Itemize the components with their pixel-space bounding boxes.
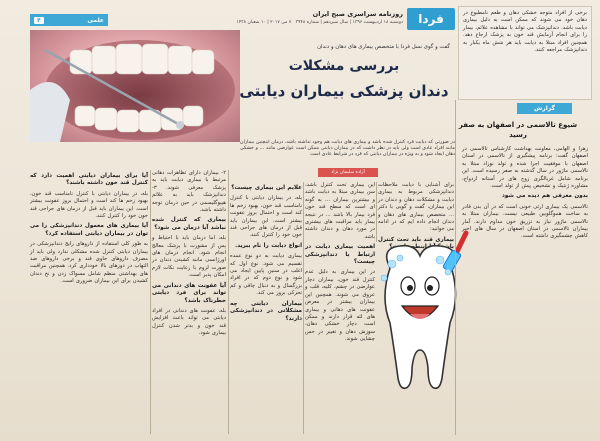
column-1-body-cont: در این بیماری به دلیل عدم کنترل قند خون، بیماران دچار عوارضی در چشم، کلیه، قلب و عروق می شوند. همچنین این بیماران بیشتر در معرض عفونت های دهانی و بیماری های لثه قرار دارند و ممکن است دچار خشکی دهان، سوزش دهان و تغییر در حس چشایی شوند. bbox=[305, 269, 375, 343]
report-body-text-2: تالاسمی یک بیماری ارثی خونی است که در آن بدن قادر به ساخت هموگلوبین طبیعی نیست. بیماران مبتلا به تالاسمی ماژور نیاز به تزریق خون مداوم دارند. آمار بیماران تالاسمی در استان اصفهان در سال های اخیر کاهش چشمگیری داشته است. bbox=[462, 203, 588, 240]
column-2-body: بله، در بیماران دیابتی با کنترل نامناسب قند خون، بهبود زخم ها کند است و احتمال بروز عفونت بیشتر است. این بیماران باید قبل از درمان های جراحی قند خون خود را کنترل کنند. bbox=[230, 195, 302, 239]
article-column-1b bbox=[305, 182, 375, 432]
column-3-question: بیماری که کنترل شده نباشد آیا درمان می شود؟ bbox=[152, 217, 226, 231]
column-1-intro: برای آشنایی با دیابت ملاحظات دندانپزشکی مربوط به بیماری دیابت و مشکلات دهان و دندان در این بیماران، گفت و گویی با دکتر ... متخصص بیماری های دهان و دندان انجام داده ایم که در ادامه می خوانید: bbox=[378, 182, 454, 233]
column-divider bbox=[303, 182, 304, 434]
column-2-question-2: انواع دیابت را نام ببرید. bbox=[235, 242, 302, 249]
sidebar-top-text: برخی از افراد متوجه خشکی دهان و طعم نامطبوع در دهان خود می شوند که ممکن است به دلیل بیماری دیابت باشد. دندانپزشک می تواند با مشاهده علائم، بیمار را برای انجام آزمایش قند خون به پزشک ارجاع دهد. همچنین افراد مبتلا به دیابت باید هر شش ماه یکبار به دندانپزشک مراجعه کنند. bbox=[463, 10, 587, 54]
column-3-body-2: بله، اما درمان باید با احتیاط و پس از مشورت با پزشک معالج انجام شود. انجام درمان های اورژانسی مانند کشیدن دندان در صورت لزوم با رعایت نکات لازم امکان پذیر است. bbox=[152, 235, 226, 279]
article-headline-line-1: بررسی مشکلات bbox=[288, 58, 400, 74]
article-kicker: گفت و گوی نسل فردا با متخصص بیماری های دهان و دندان bbox=[317, 44, 450, 50]
article-headline-line-2: دندان پزشکی بیماران دیابتی bbox=[239, 82, 449, 100]
masthead-date-gregorian: ۷ می ۲۰۱۷ | ۱۰ شعبان ۱۴۳۸ bbox=[236, 20, 292, 25]
column-2-question: علایم این بیماری چیست؟ bbox=[231, 185, 302, 191]
column-3-body-3: بله، عفونت های دندانی در افراد دیابتی می تواند باعث افزایش قند خون و بدتر شدن کنترل بیماری شود. bbox=[152, 307, 226, 337]
sidebar-top-box bbox=[458, 6, 592, 100]
report-subheading: بدون معرفی هم دیده می شود bbox=[501, 193, 588, 200]
page-number: ۴ bbox=[34, 17, 44, 24]
column-4-question-2: آیا بیماری های معمول دندانپزشکی را می توان در بیماران دیابتی استفاده کرد؟ bbox=[30, 223, 148, 237]
article-column-3 bbox=[152, 170, 226, 432]
column-2-question-3: بیماران دیابتی چه مشکلاتی در دندانپزشکی دارند؟ bbox=[230, 300, 302, 322]
column-3-body: ۲- بیماران دارای تظاهرات دهانی مرتبط با بیماری دیابت باید به پزشک معرفی شوند. ۳- دندانپزشک باید به علائم هیپوگلیسمی در حین درمان توجه داشته باشد. bbox=[152, 170, 226, 214]
column-divider bbox=[376, 182, 377, 242]
column-4-question: آیا برای بیماران دیابتی اهمیت دارد که کنترل قند خون داشته باشند؟ bbox=[30, 173, 148, 187]
column-divider bbox=[455, 100, 456, 435]
article-lead: در صورتی که دیابت فرد کنترل شده باشد و بیماری های دیابت هم وجود نداشته باشد، درمان اینچنین بیماران مانند افراد عادی است ولی باید در نظر داشت که در بیماران دیابتی ممکن است عوارضی مانند ... و خشکی دهان ایجاد شود و به ویژه در بیماران دیابتی که فرد در شرایط عادی است bbox=[240, 140, 455, 158]
report-section-tab: گزارش bbox=[517, 103, 572, 114]
column-4-body-2: به طور کلی استفاده از داروهای رایج دندانپزشکی در بیماران دیابتی کنترل شده مشکلی ندارد ولی باید از مصرف داروهای حاوی قند و برخی داروهای ضد التهاب در دوزهای بالا خودداری کرد. همچنین مراقبت های بهداشتی منظم شامل مسواک زدن و نخ دندان کشیدن برای این بیماران ضروری است. bbox=[30, 241, 148, 285]
column-divider bbox=[150, 170, 151, 434]
column-1-question-2: اهمیت بیماری دیابت در ارتباط با دندانپزشکی چیست؟ bbox=[305, 244, 375, 266]
column-4-body: بله، در بیماران دیابتی با کنترل نامناسب قند خون، بهبود زخم ها کند است و احتمال بروز عفونت بیشتر است. این بیماران باید قبل از درمان های جراحی قند خون خود را کنترل کنند. bbox=[30, 190, 148, 220]
column-1-body: این بیماری تحت کنترل باشد، سن بیماری مبتلا به دیابت باشد و بیشترین بیماران ... به گونه ای است که سطح قند خون فرد بیمار بالا باشد ... در نتیجه بیمار باید مراقبت های بیشتری در مورد دهان و دندان داشته باشد. bbox=[305, 182, 375, 240]
column-3-question-2: آیا عفونت های دندانی می تواند برای فرد دیابتی خطرناک باشد؟ bbox=[152, 282, 226, 304]
report-body-text: زهرا و الهامی، معاونت بهداشت کارشناس تالاسمی در اصفهان گفت: برنامه پیشگیری از تالاسمی در استان اصفهان با موفقیت اجرا شده و تولد نوزاد مبتلا به تالاسمی ماژور در سال گذشته به صفر رسیده است. این برنامه شامل غربالگری زوج های در آستانه ازدواج، مشاوره ژنتیک و تشخیص پیش از تولد است. bbox=[462, 146, 588, 190]
newspaper-logo: فردا bbox=[407, 8, 455, 30]
masthead-date-persian: دوشنبه ۱۸ اردیبهشت ۱۳۹۶ | سال سیزدهم | شماره ۳۹۴۸ bbox=[295, 20, 403, 25]
author-badge: آزاده سلیمان نژاد bbox=[318, 168, 378, 177]
section-label: علمی bbox=[87, 16, 104, 24]
report-headline: شیوع تالاسمی در اصفهان به صفر رسید bbox=[458, 121, 578, 139]
column-1-question: بیماری قند باید تحت کنترل باشد؟ آیا اینطور است؟ bbox=[378, 236, 454, 251]
dental-examination-photo bbox=[30, 30, 240, 142]
article-column-2 bbox=[230, 182, 302, 432]
report-body bbox=[462, 146, 588, 434]
column-divider bbox=[228, 170, 229, 434]
article-column-4 bbox=[30, 170, 148, 432]
section-tab bbox=[30, 14, 108, 26]
column-2-body-2: بیماری دیابت به دو نوع عمده تقسیم می شود. نوع اول که اغلب در سنین پایین ایجاد می شود و نوع دوم که در افراد بزرگسال و به دنبال چاقی و کم تحرکی بروز می کند. bbox=[230, 253, 302, 297]
masthead-date bbox=[236, 20, 403, 25]
masthead-title: روزنامه سراسری صبح ایران bbox=[312, 10, 403, 18]
dental-photo-graphic bbox=[30, 30, 240, 142]
article-column-1 bbox=[378, 182, 454, 251]
